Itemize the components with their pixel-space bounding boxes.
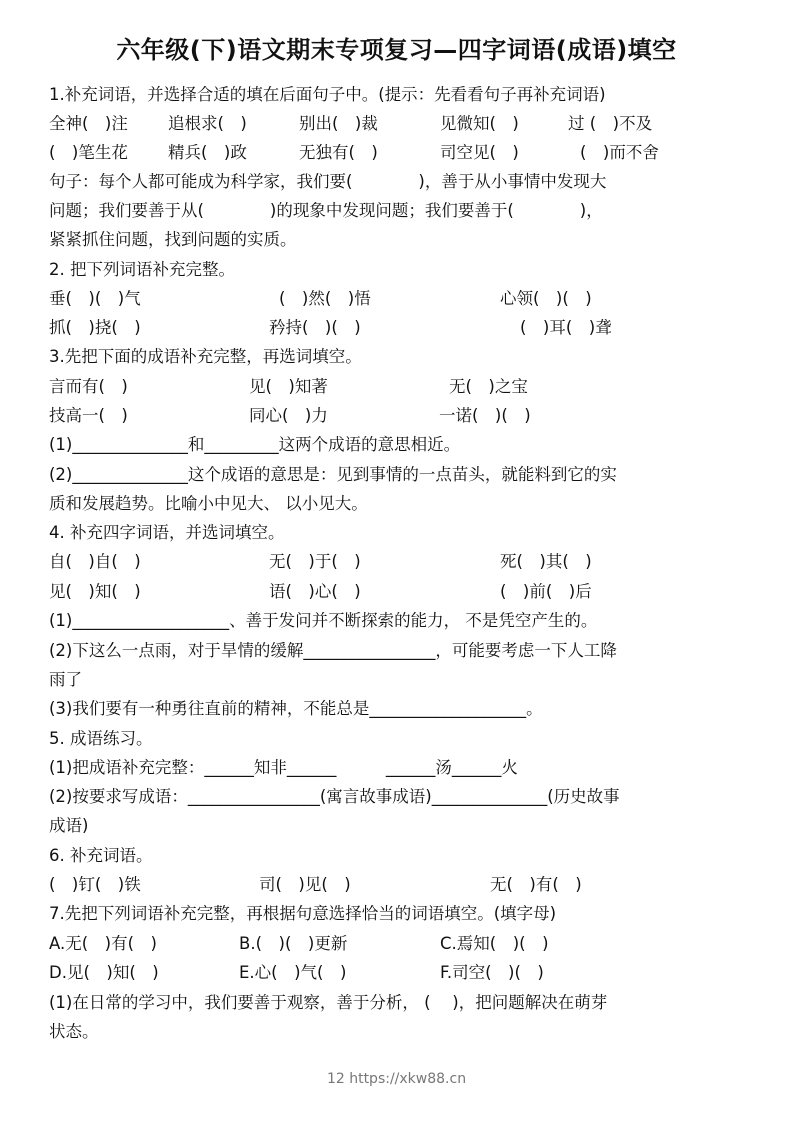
blank-item: 心领( )( )	[500, 289, 592, 308]
page-footer: 12 https://xkw88.cn	[326, 1071, 467, 1087]
q3-heading: 3.先把下面的成语补充完整，再选词填空。	[49, 347, 362, 366]
option-item: E.心( )气( )	[239, 963, 347, 982]
q5-heading: 5. 成语练习。	[49, 729, 153, 748]
blank-item: 精兵( )政	[168, 143, 247, 162]
q3-sentence-2: (2)______________这个成语的意思是：见到事情的一点苗头，就能料到它的实	[49, 465, 617, 484]
q1-sentence-1: 句子：每个人都可能成为科学家，我们要( )，善于从小事情中发现大	[49, 172, 607, 191]
blank-item: 抓( )挠( )	[49, 318, 141, 337]
q3-sentence-1: (1)______________和_________这两个成语的意思相近。	[49, 435, 461, 454]
blank-item: 全神( )注	[49, 114, 128, 133]
q2-heading: 2. 把下列词语补充完整。	[49, 260, 235, 279]
option-item: C.焉知( )( )	[440, 934, 549, 953]
q4-heading: 4. 补充四字词语，并选词填空。	[49, 523, 285, 542]
q4-sentence-1: (1)___________________、善于发问并不断探索的能力， 不是凭空产生的。	[49, 611, 598, 630]
q7-sentence-1: (1)在日常的学习中，我们要善于观察，善于分析， ( )，把问题解决在萌芽	[49, 993, 608, 1012]
blank-item: 矜持( )( )	[269, 318, 361, 337]
blank-item: 死( )其( )	[500, 552, 592, 571]
q1-sentence-3: 紧紧抓住问题，找到问题的实质。	[49, 230, 297, 249]
q4-sentence-3: (3)我们要有一种勇往直前的精神，不能总是___________________。	[49, 699, 543, 718]
page-title: 六年级(下)语文期末专项复习—四字词语(成语)填空	[116, 36, 677, 64]
q5-sentence-2: (2)按要求写成语：________________(寓言故事成语)______________(历史故事	[49, 787, 620, 806]
blank-item: 自( )自( )	[49, 552, 141, 571]
q5-sentence-1: (1)把成语补充完整：______知非______ ______汤______火	[49, 758, 518, 777]
q5-sentence-2-cont: 成语)	[49, 816, 89, 835]
q1-heading: 1.补充词语，并选择合适的填在后面句子中。(提示：先看看句子再补充词语)	[49, 85, 606, 104]
q7-heading: 7.先把下列词语补充完整，再根据句意选择恰当的词语填空。(填字母)	[49, 904, 557, 923]
q1-sentence-2: 问题；我们要善于从( )的现象中发现问题；我们要善于( )，	[49, 201, 603, 220]
option-item: B.( )( )更新	[239, 934, 348, 953]
blank-item: 过 ( )不及	[568, 114, 653, 133]
option-item: D.见( )知( )	[49, 963, 159, 982]
blank-item: ( )而不舍	[580, 143, 659, 162]
blank-item: 无( )于( )	[269, 552, 361, 571]
option-item: A.无( )有( )	[49, 934, 157, 953]
blank-item: ( )耳( )聋	[520, 318, 612, 337]
blank-item: 垂( )( )气	[49, 289, 141, 308]
blank-item: 同心( )力	[249, 406, 328, 425]
q3-sentence-2-cont: 质和发展趋势。比喻小中见大、 以小见大。	[49, 494, 368, 513]
blank-item: 言而有( )	[49, 377, 128, 396]
blank-item: 无( )有( )	[490, 875, 582, 894]
q4-sentence-2-cont: 雨了	[49, 670, 82, 689]
blank-item: ( )前( )后	[500, 582, 592, 601]
blank-item: 技高一( )	[49, 406, 128, 425]
blank-item: 语( )心( )	[269, 582, 361, 601]
blank-item: ( )笔生花	[49, 143, 128, 162]
blank-item: 见( )知著	[249, 377, 328, 396]
blank-item: 无独有( )	[299, 143, 378, 162]
blank-item: ( )然( )悟	[279, 289, 371, 308]
q7-sentence-1-cont: 状态。	[49, 1022, 99, 1041]
blank-item: 见微知( )	[440, 114, 519, 133]
blank-item: 一诺( )( )	[439, 406, 531, 425]
q6-heading: 6. 补充词语。	[49, 846, 153, 865]
blank-item: 司( )见( )	[259, 875, 351, 894]
blank-item: 司空见( )	[440, 143, 519, 162]
blank-item: 别出( )裁	[299, 114, 378, 133]
blank-item: 见( )知( )	[49, 582, 141, 601]
blank-item: ( )钉( )铁	[49, 875, 141, 894]
q4-sentence-2: (2)下这么一点雨，对于旱情的缓解________________，可能要考虑一下人工降	[49, 641, 617, 660]
blank-item: 追根求( )	[168, 114, 247, 133]
blank-item: 无( )之宝	[449, 377, 528, 396]
option-item: F.司空( )( )	[440, 963, 544, 982]
